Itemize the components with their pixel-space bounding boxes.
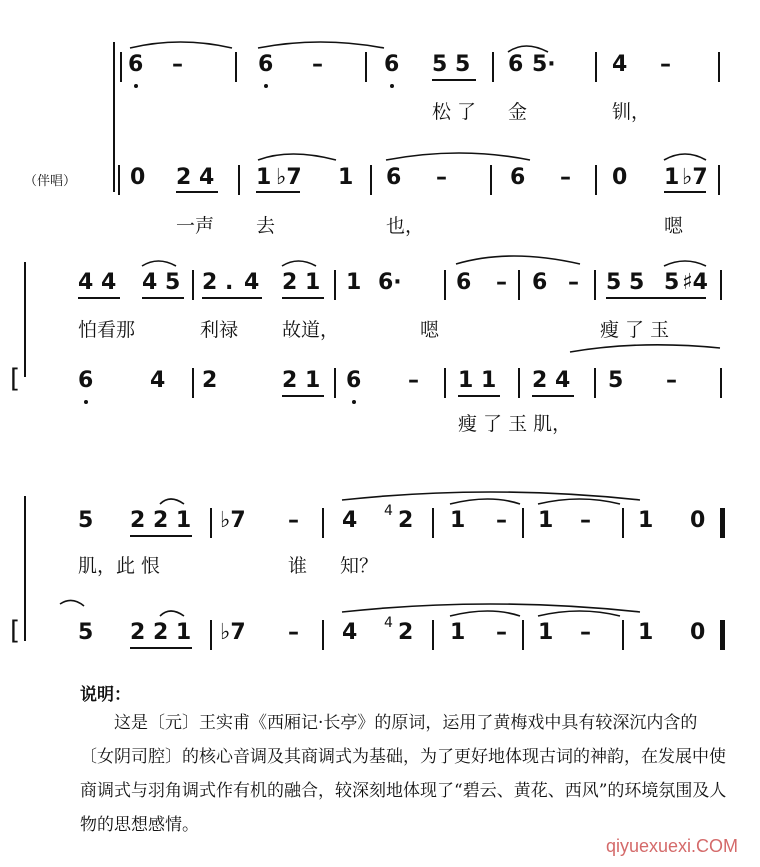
low-octave-dot (134, 84, 138, 88)
note: 2 1 (282, 270, 321, 295)
barline (432, 508, 434, 538)
staff-bracket: [ (10, 616, 21, 646)
barline (210, 620, 212, 650)
barline (322, 620, 324, 650)
note: 4 (342, 508, 358, 533)
barline (334, 368, 336, 398)
lyric: 故道， (282, 319, 340, 341)
note: 0 (612, 165, 628, 190)
note: – (288, 620, 299, 645)
tie-slur (538, 499, 620, 504)
note: 4 (612, 52, 628, 77)
tie-slur (664, 261, 706, 266)
tie-slur (142, 261, 176, 266)
lyric: 一声 (176, 215, 215, 237)
note: – (408, 368, 419, 393)
barline (334, 270, 336, 300)
note: 5 (78, 620, 94, 645)
lyric: 知？ (340, 555, 379, 577)
note: 6 (78, 368, 94, 393)
note: ♯4 (682, 270, 708, 295)
low-octave-dot (264, 84, 268, 88)
note: ♭7 (682, 165, 708, 190)
tie-slur (60, 600, 84, 606)
note: – (666, 368, 677, 393)
note: ♭7 (220, 620, 246, 645)
note: 4 4 (78, 270, 117, 295)
note: 0 (690, 620, 706, 645)
barline (622, 508, 624, 538)
note: 2 2 1 (130, 620, 192, 645)
final-barline (720, 508, 725, 538)
barline (720, 368, 722, 398)
note: – (496, 620, 507, 645)
note: 1 1 (458, 368, 497, 393)
barline (210, 508, 212, 538)
accompaniment-label: （伴唱） (24, 174, 77, 189)
note: 2 (398, 620, 414, 645)
barline (594, 270, 596, 300)
barline (322, 508, 324, 538)
lyric: 金 (508, 101, 528, 123)
note: 1 (638, 620, 654, 645)
note: 1 (638, 508, 654, 533)
barline (622, 620, 624, 650)
note: 4 5 (142, 270, 181, 295)
note: 6 (346, 368, 362, 393)
note: – (172, 52, 183, 77)
note: – (288, 508, 299, 533)
tie-slur (456, 256, 580, 264)
note: 4 (244, 270, 260, 295)
note: 0 (690, 508, 706, 533)
lyric: 去 (256, 215, 276, 237)
barline (192, 270, 194, 300)
staff-row-4 (0, 364, 760, 408)
barline (595, 52, 597, 82)
tie-slur (160, 611, 184, 616)
note: 1 (664, 165, 680, 190)
note: – (436, 165, 447, 190)
tie-slur (160, 499, 184, 504)
lyric: 也， (386, 215, 425, 237)
note: – (312, 52, 323, 77)
tie-slur (538, 611, 620, 616)
barline (720, 270, 722, 300)
lyric: 怕看那 (78, 319, 136, 341)
grace-note: 4 (384, 615, 393, 631)
low-octave-dot (352, 400, 356, 404)
barline (522, 508, 524, 538)
note: – (496, 508, 507, 533)
barline (444, 368, 446, 398)
note: 2 (202, 368, 218, 393)
barline (444, 270, 446, 300)
staff-row-5 (0, 508, 760, 548)
tie-slur (570, 345, 720, 352)
lyric: 瘦 了 玉 (600, 319, 670, 341)
lyric: 松 了 (432, 101, 477, 123)
barline (235, 52, 237, 82)
lyric: 谁 (288, 555, 308, 577)
note: 0 (130, 165, 146, 190)
barline (370, 165, 372, 195)
barline (192, 368, 194, 398)
barline (518, 270, 520, 300)
note: 1 (538, 620, 554, 645)
lyric: 利禄 (200, 319, 239, 341)
barline (118, 165, 120, 195)
note: 1 (346, 270, 362, 295)
barline (365, 52, 367, 82)
staff-row-3 (0, 270, 760, 310)
note: 6 (386, 165, 402, 190)
note: 5 5 (432, 52, 471, 77)
tie-slur (450, 499, 520, 504)
barline (490, 165, 492, 195)
staff-row-1 (0, 52, 760, 92)
note: – (660, 52, 671, 77)
barline (594, 368, 596, 398)
note: 4 (150, 368, 166, 393)
note: 6 (508, 52, 524, 77)
lyric: 嗯 (664, 215, 684, 237)
explanation-text: 这是〔元〕王实甫《西厢记·长亭》的原词，运用了黄梅戏中具有较深沉内含的〔女阴司腔〕的核心音调及其商调式为基础，为了更好地体现古词的神韵，在发展中使商调式与羽角调式作有机的融合，较深刻地体现了“碧云、黄花、西风”的环境氛围及人物的思想感情。 (80, 713, 727, 835)
note: 1 (450, 620, 466, 645)
explanation-title: 说明： (80, 685, 131, 705)
staff-bracket: [ (10, 364, 21, 394)
lyric: 瘦 了 玉 肌， (458, 413, 572, 435)
note: 2 . (202, 270, 234, 295)
note: 2 1 (282, 368, 321, 393)
note: 2 4 (532, 368, 571, 393)
barline (718, 52, 720, 82)
note: 6 (456, 270, 472, 295)
low-octave-dot (84, 400, 88, 404)
barline (718, 165, 720, 195)
note: 2 2 1 (130, 508, 192, 533)
note: 5· (532, 52, 556, 77)
note: 2 4 (176, 165, 215, 190)
lyric: 钏， (612, 101, 651, 123)
note: – (580, 620, 591, 645)
tie-slur (450, 611, 520, 616)
note: 1 (450, 508, 466, 533)
note: 5 (608, 368, 624, 393)
low-octave-dot (390, 84, 394, 88)
tie-slur (282, 261, 316, 266)
note: 1 (256, 165, 272, 190)
note: 6· (378, 270, 402, 295)
barline (518, 368, 520, 398)
note: 6 (384, 52, 400, 77)
note: – (580, 508, 591, 533)
lyric: 嗯 (420, 319, 440, 341)
staff-row-6 (0, 616, 760, 660)
note: 1 (538, 508, 554, 533)
note: 5 5 (606, 270, 645, 295)
note: – (568, 270, 579, 295)
note: 4 (342, 620, 358, 645)
lyric: 肌，此 恨 (78, 555, 161, 577)
barline (595, 165, 597, 195)
grace-note: 4 (384, 503, 393, 519)
note: 2 (398, 508, 414, 533)
staff-row-2 (0, 165, 760, 205)
note: ♭7 (220, 508, 246, 533)
barline (238, 165, 240, 195)
note: ♭7 (276, 165, 302, 190)
note: 5 (664, 270, 680, 295)
tie-slur (258, 154, 336, 160)
barline (522, 620, 524, 650)
final-barline (720, 620, 725, 650)
note: – (560, 165, 571, 190)
note: 6 (258, 52, 274, 77)
note: 6 (128, 52, 144, 77)
note: 1 (338, 165, 354, 190)
watermark: qiyuexuexi.COM (605, 836, 738, 856)
barline (492, 52, 494, 82)
tie-slur (386, 153, 530, 160)
barline (432, 620, 434, 650)
barline (120, 52, 122, 82)
note: 5 (78, 508, 94, 533)
tie-slur (664, 154, 706, 160)
note: – (496, 270, 507, 295)
tie-slur (130, 42, 232, 48)
tie-slur (258, 42, 384, 48)
note: 6 (532, 270, 548, 295)
note: 6 (510, 165, 526, 190)
